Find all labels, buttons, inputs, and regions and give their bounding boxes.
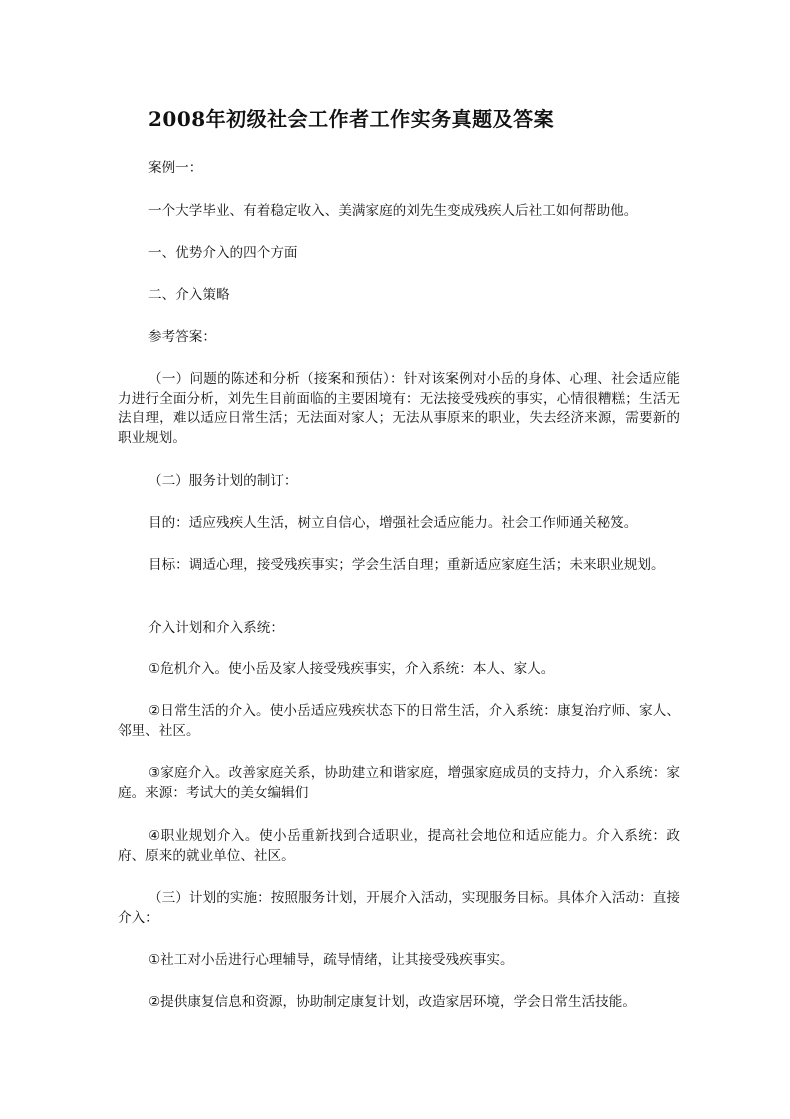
paragraph-career-intervention: ④职业规划介入。使小岳重新找到合适职业，提高社会地位和适应能力。介入系统：政府、原来的就业单位、社区。 [118,828,680,864]
document-title: 2008年初级社会工作者工作实务真题及答案 [148,107,555,131]
paragraph-family-intervention: ③家庭介入。改善家庭关系，协助建立和谐家庭，增强家庭成员的支持力，介入系统：家庭。来源：考试大的美女编辑们 [118,765,680,801]
paragraph-purpose: 目的：适应残疾人生活，树立自信心，增强社会适应能力。社会工作师通关秘笈。 [148,515,638,531]
paragraph-plan-implementation: （三）计划的实施：按照服务计划，开展介入活动，实现服务目标。具体介入活动：直接介入： [118,890,680,926]
paragraph-question-one: 一、优势介入的四个方面 [148,245,298,261]
paragraph-crisis-intervention: ①危机介入。使小岳及家人接受残疾事实，介入系统：本人、家人。 [148,661,555,677]
paragraph-answer-label: 参考答案： [148,329,216,345]
paragraph-service-plan-heading: （二）服务计划的制订： [148,473,298,489]
paragraph-case-description: 一个大学毕业、有着稳定收入、美满家庭的刘先生变成残疾人后社工如何帮助他。 [148,203,638,219]
paragraph-intervention-systems-heading: 介入计划和介入系统： [148,620,284,636]
paragraph-question-two: 二、介入策略 [148,287,230,303]
paragraph-goals: 目标：调适心理，接受残疾事实；学会生活自理；重新适应家庭生活；未来职业规划。 [148,557,665,573]
paragraph-rehabilitation-activity: ②提供康复信息和资源，协助制定康复计划，改造家居环境，学会日常生活技能。 [148,994,636,1010]
paragraph-counseling-activity: ①社工对小岳进行心理辅导，疏导情绪，让其接受残疾事实。 [148,952,514,968]
paragraph-daily-life-intervention: ②日常生活的介入。使小岳适应残疾状态下的日常生活，介入系统：康复治疗师、家人、邻里、社区。 [118,703,680,739]
paragraph-problem-analysis: （一）问题的陈述和分析（接案和预估）：针对该案例对小岳的身体、心理、社会适应能力进行全面分析，刘先生目前面临的主要困境有：无法接受残疾的事实，心情很糟糕；生活无法自理，难以适应日常生活；无法面对家人；无法从事原来的职业，失去经济来源，需要新的职业规划。 [118,371,680,446]
paragraph-case-one-label: 案例一： [148,160,203,176]
